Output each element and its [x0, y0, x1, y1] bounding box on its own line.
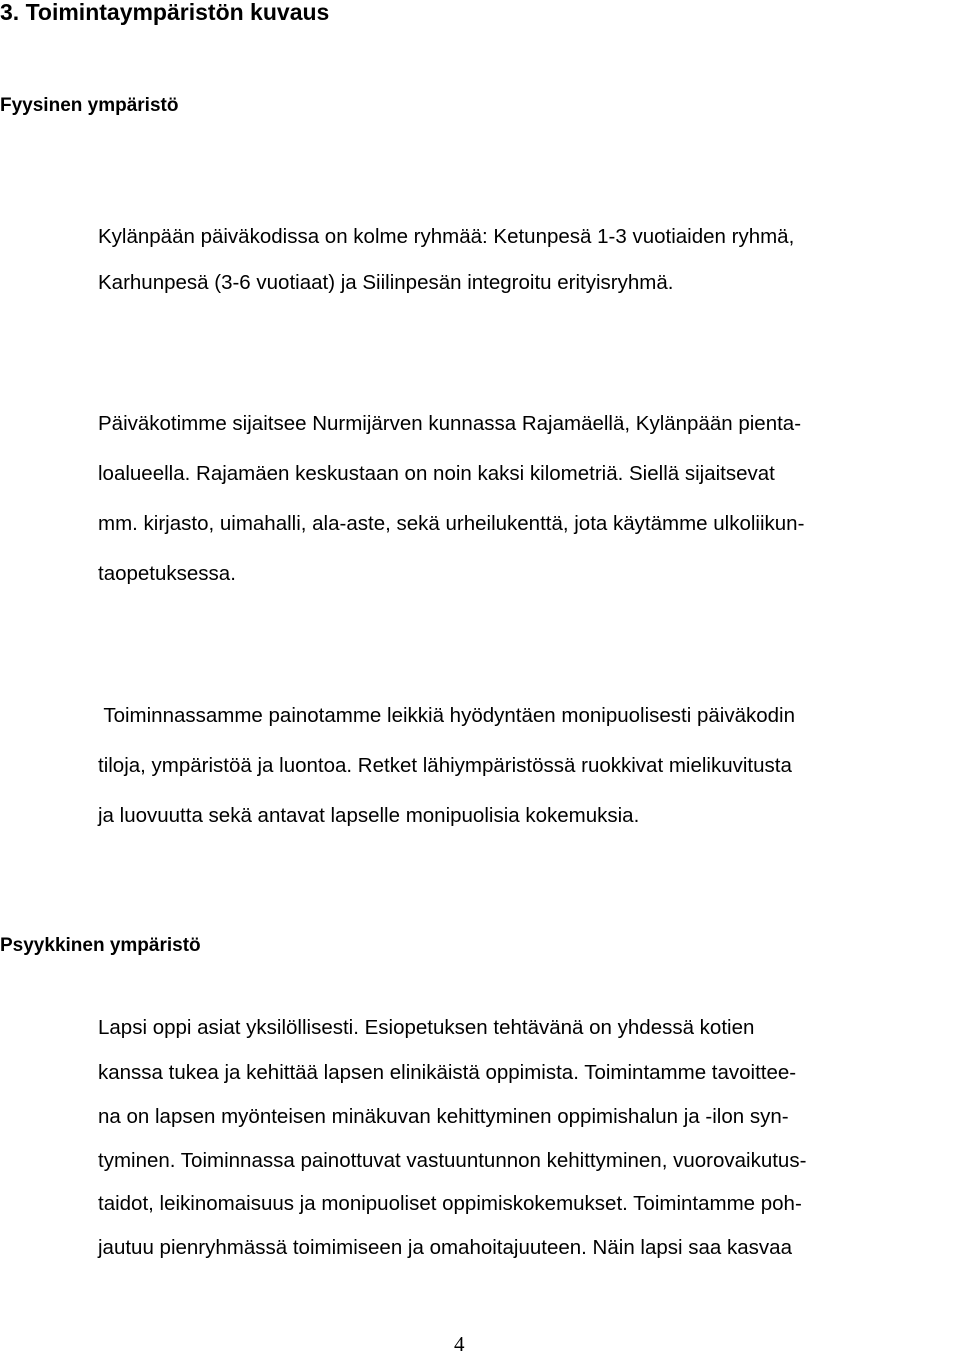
page-title: 3. Toimintaympäristön kuvaus: [0, 0, 330, 25]
text-line: loalueella. Rajamäen keskustaan on noin kaksi kilometriä. Siellä sijaitsevat: [98, 462, 775, 485]
section-heading-psyykkinen: Psyykkinen ympäristö: [0, 935, 201, 956]
text-line: taidot, leikinomaisuus ja monipuoliset oppimiskokemukset. Toimintamme poh-: [98, 1192, 802, 1215]
text-line: Toiminnassamme painotamme leikkiä hyödyntäen monipuolisesti päiväkodin: [98, 704, 795, 727]
text-line: tyminen. Toiminnassa painottuvat vastuuntunnon kehittyminen, vuorovaikutus-: [98, 1149, 807, 1172]
text-line: mm. kirjasto, uimahalli, ala-aste, sekä urheilukenttä, jota käytämme ulkoliikun-: [98, 512, 805, 535]
text-line: na on lapsen myönteisen minäkuvan kehittyminen oppimishalun ja -ilon syn-: [98, 1105, 789, 1128]
section-heading-fyysinen: Fyysinen ympäristö: [0, 95, 179, 116]
text-line: ja luovuutta sekä antavat lapselle monipuolisia kokemuksia.: [98, 804, 640, 827]
page-number: 4: [454, 1332, 465, 1356]
text-line: Lapsi oppi asiat yksilöllisesti. Esiopetuksen tehtävänä on yhdessä kotien: [98, 1016, 755, 1039]
text-line: Päiväkotimme sijaitsee Nurmijärven kunnassa Rajamäellä, Kylänpään pienta-: [98, 412, 802, 435]
text-line: Karhunpesä (3-6 vuotiaat) ja Siilinpesän integroitu erityisryhmä.: [98, 271, 674, 294]
text-line: jautuu pienryhmässä toimimiseen ja omahoitajuuteen. Näin lapsi saa kasvaa: [98, 1236, 792, 1259]
text-line: kanssa tukea ja kehittää lapsen elinikäistä oppimista. Toimintamme tavoittee-: [98, 1061, 797, 1084]
text-line: tiloja, ympäristöä ja luontoa. Retket lähiympäristössä ruokkivat mielikuvitusta: [98, 754, 792, 777]
text-line: taopetuksessa.: [98, 562, 236, 585]
text-line: Kylänpään päiväkodissa on kolme ryhmää: Ketunpesä 1-3 vuotiaiden ryhmä,: [98, 225, 795, 248]
